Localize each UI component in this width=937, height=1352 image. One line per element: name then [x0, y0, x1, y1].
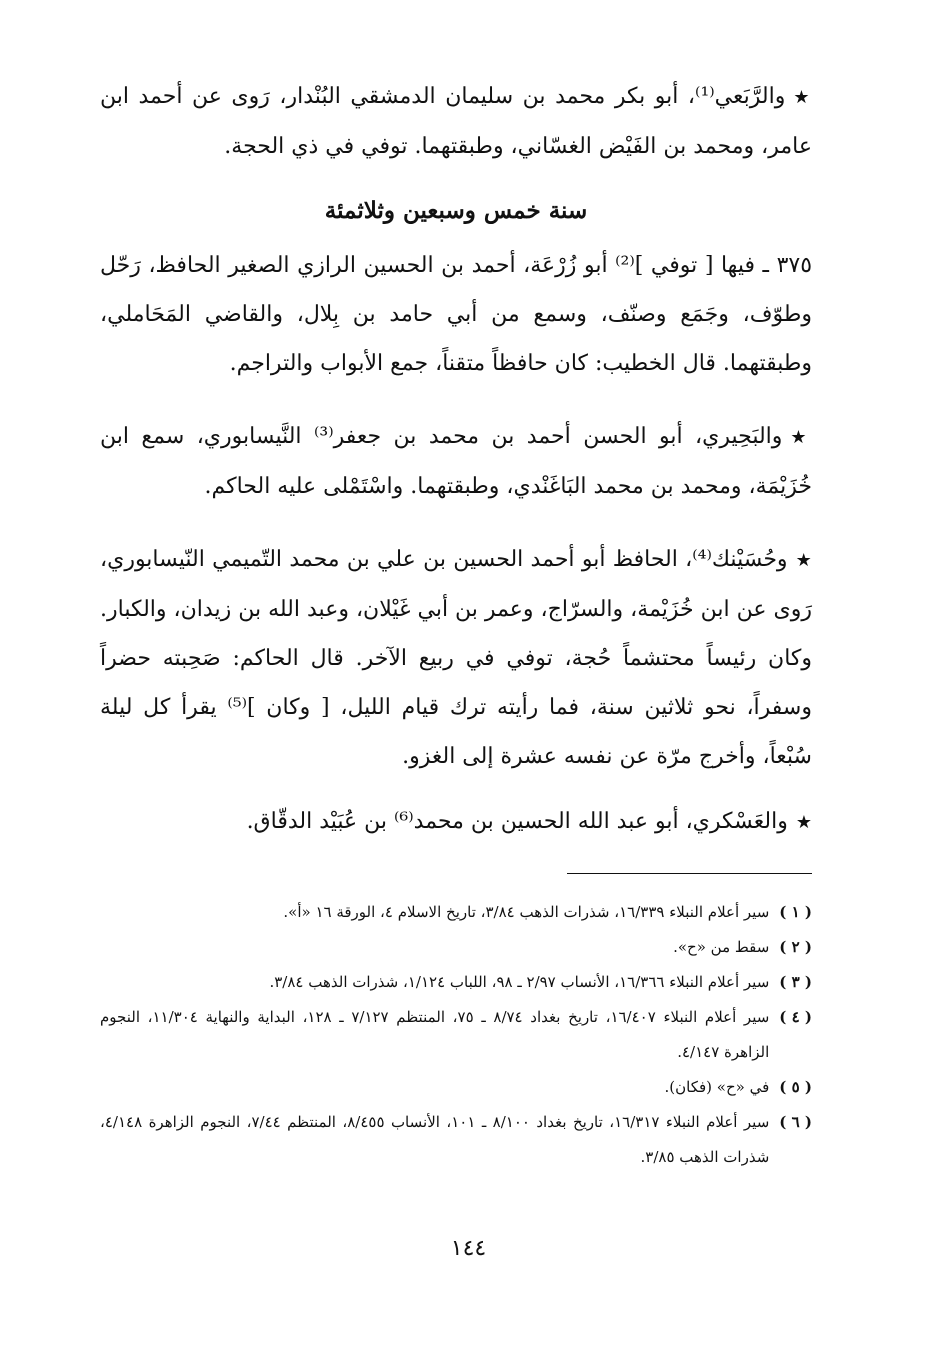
footnote-number: ( ٢ ) — [779, 938, 812, 956]
footnote-number: ( ٣ ) — [779, 973, 812, 991]
star-icon: ★ — [795, 550, 813, 571]
star-icon: ★ — [793, 87, 813, 108]
entry-rabai — [100, 72, 812, 171]
footnote-item — [100, 930, 812, 965]
footnote-item — [100, 1070, 812, 1105]
entry-husaynak — [100, 535, 812, 781]
footnote-divider — [567, 873, 812, 874]
entry-askari — [100, 797, 812, 847]
entry-text: والرَّبَعي⁽¹⁾، أبو بكر محمد بن سليمان الدمشقي البُنْدار، رَوى عن أحمد ابن عامر، ومحمد بن الفَيْض الغسّاني، وطبقتهما. توفي في ذي الحجة. — [100, 84, 812, 159]
entry-bahiri — [100, 412, 812, 511]
footnotes — [100, 895, 812, 1175]
footnote-item — [100, 895, 812, 930]
entry-375: ٣٧٥ ـ فيها [ توفي ]⁽²⁾ أبو زُرْعَة، أحمد بن الحسين الرازي الصغير الحافظ، رَحّل وطوّف، وجَمَع وصنّف، وسمع من أبي حامد بن بِلال، والقاضي المَحَاملي، وطبقتهما. قال الخطيب: كان حافظاً متقناً، جمع الأبواب والتراجم. — [100, 253, 813, 376]
main-text — [100, 72, 812, 847]
footnote-text: سير أعلام النبلاء ١٦/٣٣٩، شذرات الذهب ٣/٨٤، تاريخ الاسلام ٤، الورقة ١٦ «أ». — [283, 903, 770, 921]
footnote-number: ( ٥ ) — [779, 1078, 812, 1096]
footnote-number: ( ٦ ) — [779, 1113, 812, 1131]
entry-text: والعَسْكري، أبو عبد الله الحسين بن محمد⁽⁶⁾ بن عُبَيْد الدقّاق. — [246, 809, 788, 834]
entry-text: وحُسَيْنك⁽⁴⁾، الحافظ أبو أحمد الحسين بن علي بن محمد التّميمي النّيسابوري، رَوى عن ابن خُزَيْمة، والسرّاج، وعمر بن أبي غَيْلان، وعبد الله بن زيدان، والكبار. وكان رئيساً محتشماً حُجة، توفي في ربيع الآخر. قال الحاكم: صَحِبته حضراً وسفراً، نحو ثلاثين سنة، فما رأيته ترك قيام الليل، [ وكان ]⁽⁵⁾ يقرأ كل ليلة سُبْعاً، وأخرج مرّة عن نفسه عشرة إلى الغزو. — [100, 547, 812, 769]
footnote-text: في «ح» (فكان). — [664, 1078, 770, 1096]
footnote-item — [100, 1105, 812, 1175]
footnote-item — [100, 1000, 812, 1070]
star-icon: ★ — [790, 427, 812, 448]
year-heading: سنة خمس وسبعين وثلاثمئة — [324, 197, 588, 224]
footnote-number: ( ٤ ) — [779, 1008, 812, 1026]
footnote-text: سير أعلام النبلاء ١٦/٣٦٦، الأنساب ٢/٩٧ ـ ٩٨، اللباب ١/١٢٤، شذرات الذهب ٣/٨٤. — [269, 973, 770, 991]
footnote-number: ( ١ ) — [779, 903, 812, 921]
footnote-text: سير أعلام النبلاء ١٦/٤٠٧، تاريخ بغداد ٨/٧٤ ـ ٧٥، المنتظم ٧/١٢٧ ـ ١٢٨، البداية والنهاية ١١/٣٠٤، النجوم الزاهرة ٤/١٤٧. — [100, 1008, 770, 1061]
footnote-text: سقط من «ح». — [673, 938, 770, 956]
page-number: ١٤٤ — [450, 1236, 487, 1261]
star-icon: ★ — [795, 812, 812, 833]
entry-text: والبَحِيري، أبو الحسن أحمد بن محمد بن جعفر⁽³⁾ النَّيسابوري، سمع ابن خُزَيْمَة، ومحمد بن محمد البَاغَنْدي، وطبقتهما. واسْتَمْلى عليه الحاكم. — [100, 424, 812, 499]
footnote-item — [100, 965, 812, 1000]
footnote-text: سير أعلام النبلاء ١٦/٣١٧، تاريخ بغداد ٨/١٠٠ ـ ١٠١، الأنساب ٨/٤٥٥، المنتظم ٧/٤٤، النجوم الزاهرة ٤/١٤٨، شذرات الذهب ٣/٨٥. — [100, 1113, 770, 1166]
